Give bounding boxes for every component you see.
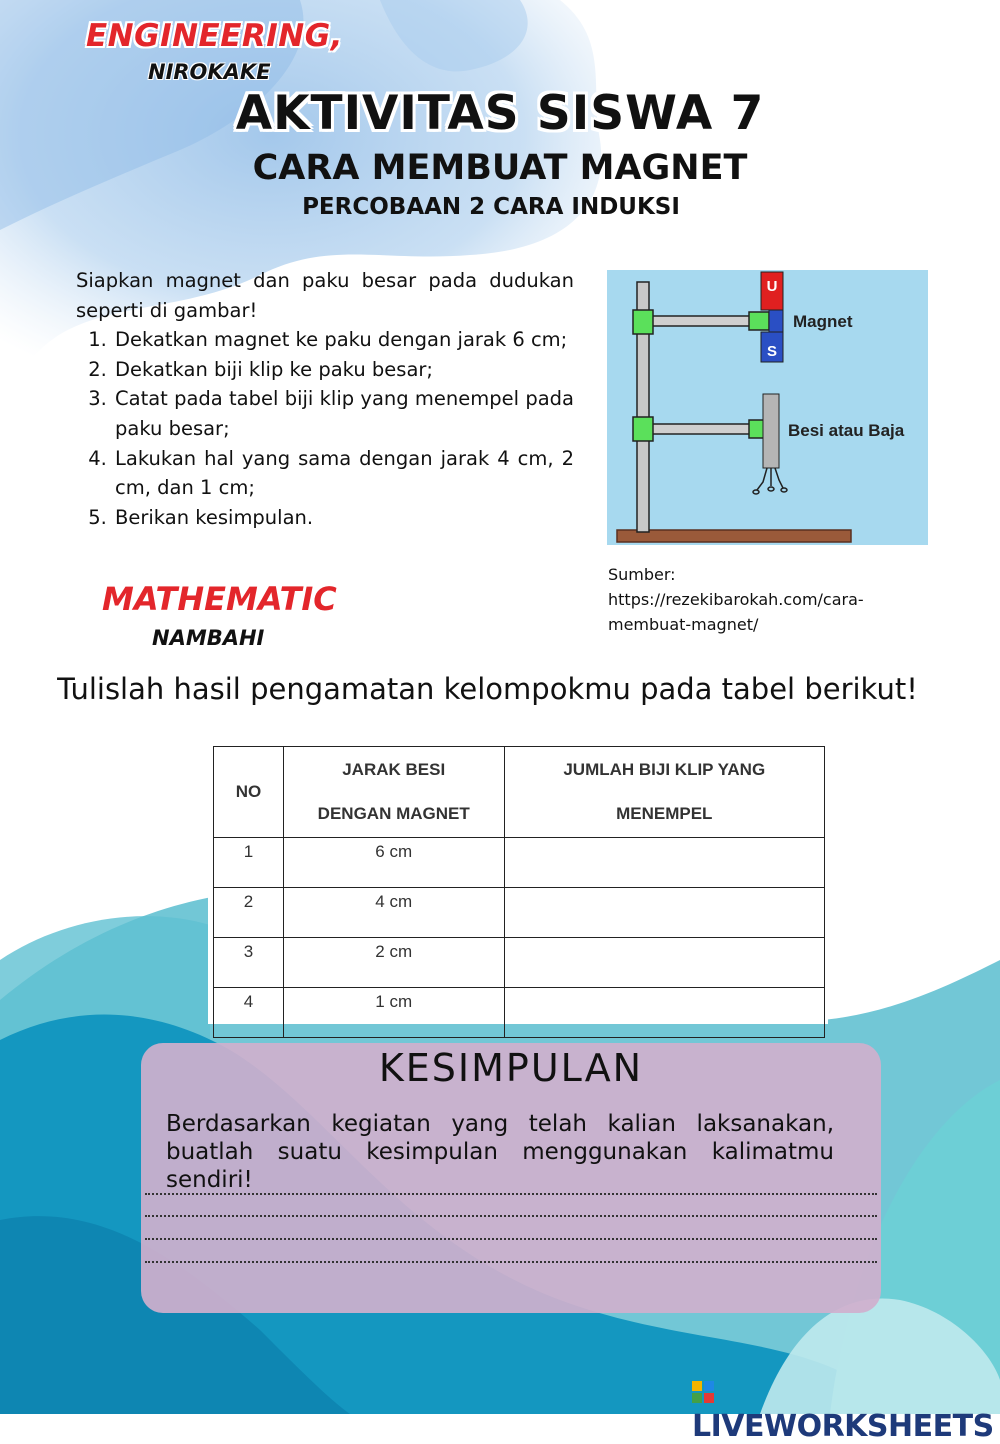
header-jumlah: JUMLAH BIJI KLIP YANG MENEMPEL — [504, 747, 824, 838]
conclusion-title: KESIMPULAN — [378, 1046, 644, 1090]
cell-jumlah-input[interactable] — [504, 988, 824, 1038]
magnet-u-label: U — [766, 278, 778, 295]
experiment-title: PERCOBAAN 2 CARA INDUKSI — [302, 194, 680, 220]
instructions — [76, 266, 574, 532]
cell-no: 2 — [214, 888, 284, 938]
cell-jumlah-input[interactable] — [504, 888, 824, 938]
answer-line[interactable] — [145, 1215, 877, 1217]
header-jarak: JARAK BESI DENGAN MAGNET — [283, 747, 504, 838]
cell-no: 3 — [214, 938, 284, 988]
stand-base — [617, 530, 851, 542]
answer-line[interactable] — [145, 1193, 877, 1195]
lower-clamp-pole — [633, 417, 653, 441]
conclusion-prompt: Berdasarkan kegiatan yang telah kalian laksanakan, buatlah suatu kesimpulan menggunakan kalimatmu sendiri! — [166, 1111, 834, 1193]
instructions-intro: Siapkan magnet dan paku besar pada dudukan seperti di gambar! — [76, 269, 574, 322]
liveworksheets-text: LIVEWORKSHEETS — [692, 1409, 994, 1444]
student-name-2: NAMBAHI — [152, 626, 265, 650]
header-no: NO — [214, 747, 284, 838]
liveworksheets-icon — [692, 1381, 714, 1403]
magnet-s-label: S — [766, 343, 778, 360]
experiment-figure — [607, 270, 928, 545]
subject-engineering: ENGINEERING, — [86, 18, 343, 54]
lower-arm — [647, 424, 759, 434]
instructions-steps — [76, 325, 574, 532]
step-item: 2. Dekatkan biji klip ke paku besar; — [113, 355, 574, 385]
student-name-1: NIROKAKE — [148, 60, 271, 84]
liveworksheets-logo — [692, 1374, 992, 1444]
answer-line[interactable] — [145, 1261, 877, 1263]
table-row — [214, 888, 825, 938]
observation-table — [213, 746, 825, 1038]
table-header-row — [214, 747, 825, 838]
table-instruction: Tulislah hasil pengamatan kelompokmu pada tabel berikut! — [57, 672, 918, 706]
step-item: 3. Catat pada tabel biji klip yang menempel pada paku besar; — [113, 384, 574, 443]
upper-arm — [647, 316, 759, 326]
cell-jumlah-input[interactable] — [504, 938, 824, 988]
table-row — [214, 938, 825, 988]
label-besi: Besi atau Baja — [788, 421, 905, 440]
page-title: AKTIVITAS SISWA 7 — [235, 86, 765, 141]
upper-clamp-magnet — [749, 312, 769, 330]
cell-jarak: 1 cm — [283, 988, 504, 1038]
iron-nail — [763, 394, 779, 468]
cell-no: 4 — [214, 988, 284, 1038]
cell-jumlah-input[interactable] — [504, 838, 824, 888]
table-row — [214, 988, 825, 1038]
label-magnet: Magnet — [793, 312, 853, 331]
step-item: 5. Berikan kesimpulan. — [113, 503, 574, 533]
step-item: 1. Dekatkan magnet ke paku dengan jarak 6 cm; — [113, 325, 574, 355]
cell-jarak: 2 cm — [283, 938, 504, 988]
table-row — [214, 838, 825, 888]
stand-diagram — [607, 270, 928, 545]
cell-no: 1 — [214, 838, 284, 888]
cell-jarak: 6 cm — [283, 838, 504, 888]
figure-caption: Sumber: https://rezekibarokah.com/cara-membuat-magnet/ — [608, 565, 864, 634]
upper-clamp-pole — [633, 310, 653, 334]
observation-table-wrapper — [208, 746, 828, 1024]
subject-mathematic: MATHEMATIC — [102, 580, 337, 618]
magnet-body — [769, 310, 783, 332]
cell-jarak: 4 cm — [283, 888, 504, 938]
answer-line[interactable] — [145, 1238, 877, 1240]
page-subtitle: CARA MEMBUAT MAGNET — [252, 148, 748, 188]
step-item: 4. Lakukan hal yang sama dengan jarak 4 cm, 2 cm, dan 1 cm; — [113, 444, 574, 503]
paper-clips — [753, 468, 787, 494]
